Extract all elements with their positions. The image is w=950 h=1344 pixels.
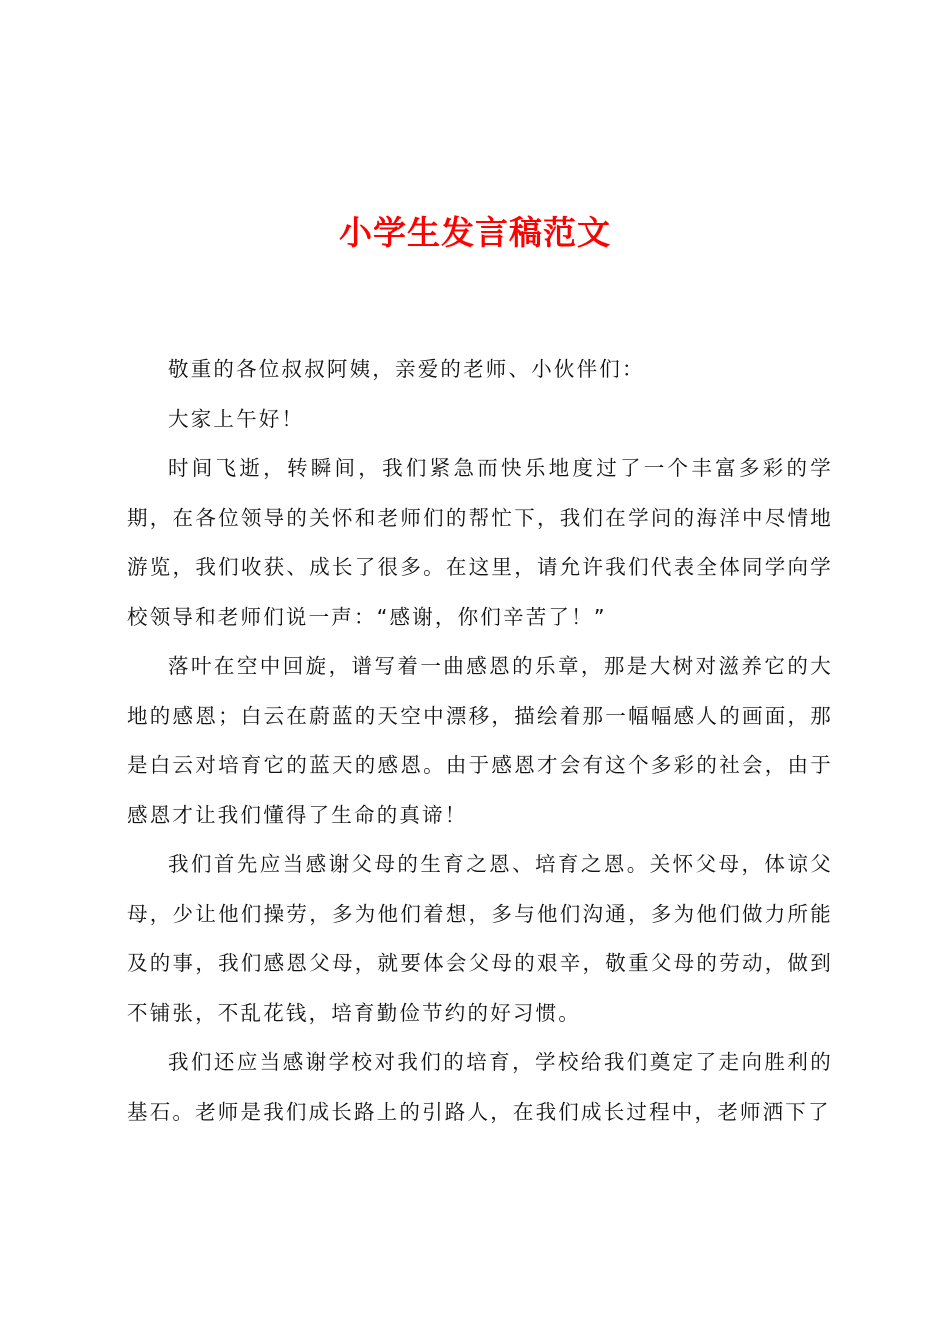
paragraph: 我们还应当感谢学校对我们的培育，学校给我们奠定了走向胜利的基石。老师是我们成长路上的引路人，在我们成长过程中，老师洒下了: [127, 1050, 833, 1124]
paragraph: 时间飞逝，转瞬间，我们紧急而快乐地度过了一个丰富多彩的学期，在各位领导的关怀和老师们的帮忙下，我们在学问的海洋中尽情地游览，我们收获、成长了很多。在这里，请允许我们代表全体同学向学校领导和老师们说一声：“感谢，你们辛苦了！”: [127, 456, 833, 629]
document-title: 小学生发言稿范文: [339, 213, 611, 252]
paragraph: 我们首先应当感谢父母的生育之恩、培育之恩。关怀父母，体谅父母，少让他们操劳，多为他们着想，多与他们沟通，多为他们做力所能及的事，我们感恩父母，就要体会父母的艰辛，敬重父母的劳动，做到不铺张，不乱花钱，培育勤俭节约的好习惯。: [127, 852, 833, 1025]
paragraph-greeting: 大家上午好！: [168, 406, 305, 431]
paragraph: 落叶在空中回旋，谱写着一曲感恩的乐章，那是大树对滋养它的大地的感恩；白云在蔚蓝的天空中漂移，描绘着那一幅幅感人的画面，那是白云对培育它的蓝天的感恩。由于感恩才会有这个多彩的社会，由于感恩才让我们懂得了生命的真谛！: [127, 654, 833, 827]
document-body: [127, 345, 833, 1137]
paragraph-salutation: 敬重的各位叔叔阿姨，亲爱的老师、小伙伴们：: [168, 357, 645, 381]
